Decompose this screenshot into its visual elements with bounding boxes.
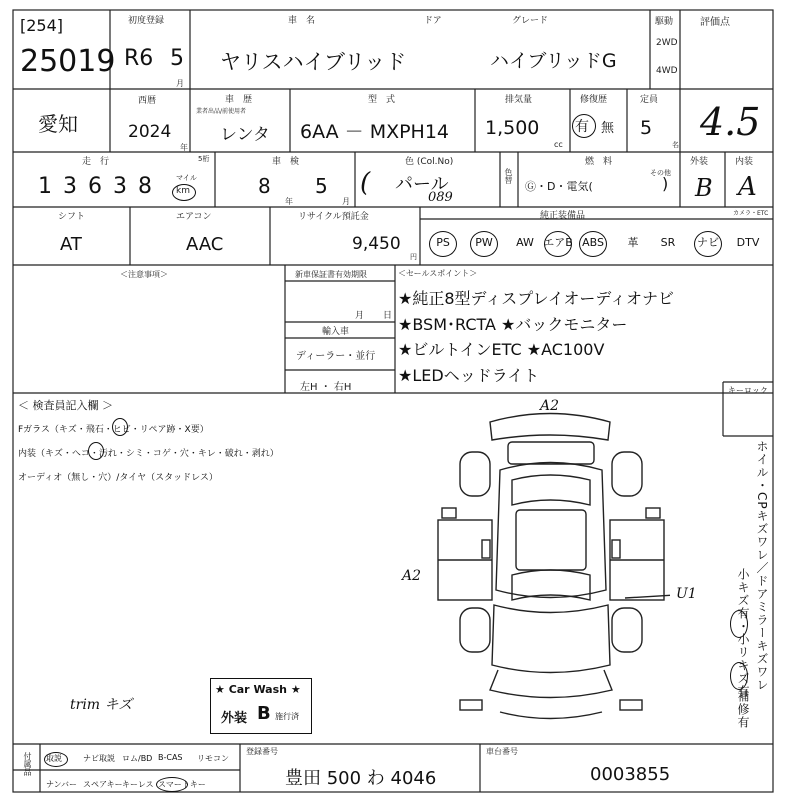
aircon-label: エアコン <box>176 212 212 222</box>
displacement-unit: cc <box>554 140 563 149</box>
recycle-label: リサイクル預託金 <box>298 212 369 222</box>
accessory-item: スペアキー <box>83 780 123 789</box>
interior-label: 内装 <box>735 157 754 167</box>
accessories-side-label: 付属品 <box>23 752 32 776</box>
sales-point-2: ★BSM･RCTA ★バックモニター <box>398 315 628 334</box>
equipment-item: AW <box>516 236 534 249</box>
warranty-month: 月 <box>355 311 365 321</box>
keylock-label: キーロック <box>728 386 768 395</box>
mileage-value: 1 3 6 3 8 <box>38 174 154 199</box>
import-dealer: ディーラー・並行 <box>296 351 376 362</box>
inspector-line1: Fガラス（キズ・飛石・ヒビ・リペア跡・X要） <box>18 425 209 435</box>
inspection-year: 8 <box>258 174 271 198</box>
model-label: 型 式 <box>368 95 396 105</box>
inspection-year-unit: 年 <box>285 197 293 206</box>
car-wash-stamp <box>210 678 312 734</box>
equipment-item: ナビ <box>697 236 719 249</box>
inspector-line3: オーディオ（無し・穴）/タイヤ（スタッドレス） <box>18 473 218 483</box>
warranty-label: 新車保証書有効期限 <box>295 270 367 279</box>
mileage-label: 走 行 <box>82 157 110 167</box>
sales-points-label: ＜セールスポイント＞ <box>398 269 478 278</box>
side-note-3: 補修有 <box>736 690 750 729</box>
equipment-circle <box>694 231 722 257</box>
inspector-label: ＜ 検査員記入欄 ＞ <box>18 399 113 412</box>
accessory-circle <box>44 752 68 767</box>
inspection-month-unit: 月 <box>342 197 350 206</box>
accessory-item: ナンバー <box>46 780 78 789</box>
side-circle-1 <box>730 610 748 638</box>
mark-right: U1 <box>676 586 697 602</box>
fglass-circle <box>112 418 128 436</box>
reg-month: 5 <box>170 46 184 71</box>
model-value: 6AA － MXPH14 <box>300 121 450 143</box>
car-diagram <box>430 400 670 730</box>
shift-value: AT <box>60 234 82 255</box>
aircon-value: AAC <box>186 234 224 255</box>
score-value: 4.5 <box>700 100 761 144</box>
equipment-camera-label: カメラ・ETC <box>733 210 769 217</box>
exterior-label: 外装 <box>690 157 709 167</box>
repair-label: 修復歴 <box>580 95 608 105</box>
grade-value: ハイブリッドG <box>490 50 617 72</box>
chassis-label: 車台番号 <box>486 747 518 756</box>
car-wash-title: ★ Car Wash ★ <box>215 683 301 696</box>
color-code: 089 <box>428 190 453 205</box>
equipment-label: 純正装備品 <box>540 211 586 221</box>
capacity-label: 定員 <box>640 95 659 105</box>
mileage-unit: km <box>176 186 190 196</box>
car-wash-suffix: 施行済 <box>275 712 299 721</box>
interior-value: A <box>738 172 757 202</box>
equipment-item: ABS <box>582 236 604 249</box>
fuel-options: Ⓖ・D・電気( <box>525 180 593 193</box>
plate-value: 豊田 500 わ 4046 <box>285 768 437 789</box>
recycle-value: 9,450 <box>352 234 401 254</box>
capacity-value: 5 <box>640 117 653 139</box>
side-note-1: ホイル・CPキズワレ／ドアミラーキズワレ <box>755 440 769 692</box>
vehicle-type: レンタ <box>220 125 270 145</box>
equipment-circle <box>544 231 572 257</box>
sales-point-4: ★LEDヘッドライト <box>398 366 540 385</box>
car-name: ヤリスハイブリッド <box>220 50 407 74</box>
inspector-line2: 内装（キズ・へコ・汚れ・シミ・コゲ・穴・キレ・破れ・剥れ） <box>18 449 279 459</box>
car-wash-body: 外装 <box>221 711 248 726</box>
score-label: 評価点 <box>700 17 730 28</box>
inspection-month: 5 <box>315 174 328 198</box>
grade-label: グレード <box>512 16 549 26</box>
inspector-hand-note: trim キズ <box>70 697 133 713</box>
import-label: 輸入車 <box>322 327 350 337</box>
repair-yes: 有 <box>575 119 589 135</box>
vehicle-type-label: 車 歴 <box>225 95 253 105</box>
drive-2wd: 2WD <box>656 38 678 48</box>
inspection-label: 車 検 <box>272 157 300 167</box>
shift-label: シフト <box>58 212 86 222</box>
region: 愛知 <box>38 112 78 136</box>
door-label: ドア <box>424 16 442 26</box>
reg-unit-month: 月 <box>176 79 184 88</box>
reg-label: 初度登録 <box>128 16 165 26</box>
notes-label: ＜注意事項＞ <box>120 270 168 279</box>
mileage-digits-label: 5桁 <box>198 155 210 163</box>
color-paren-open: ( <box>360 168 371 198</box>
mileage-unit-top: マイル <box>176 174 197 182</box>
equipment-item: PS <box>436 236 450 249</box>
side-note-2: 小キズ有・小リキズ有 <box>736 568 750 698</box>
repair-no: 無 <box>601 121 615 136</box>
color-change-label: 色替 <box>504 168 513 184</box>
year-value: 2024 <box>128 122 172 142</box>
recycle-unit: 円 <box>410 253 417 261</box>
plate-label: 登録番号 <box>246 747 278 756</box>
equipment-item: 革 <box>627 236 639 249</box>
side-circle-2 <box>730 662 748 690</box>
fuel-label: 燃 料 <box>585 157 613 167</box>
mark-left: A2 <box>402 568 422 584</box>
equipment-item: エアB <box>543 236 573 249</box>
accessory-item: リモコン <box>197 754 229 763</box>
displacement-value: 1,500 <box>485 117 540 139</box>
sales-point-1: ★純正8型ディスプレイオーディオナビ <box>398 289 675 308</box>
fuel-close: ) <box>662 174 669 193</box>
reg-era: R6 <box>124 46 154 71</box>
capacity-unit: 名 <box>672 141 679 149</box>
lot-label: [254] <box>20 16 64 35</box>
equipment-circle <box>579 231 607 257</box>
year-unit: 年 <box>180 143 188 152</box>
accessory-item: ロム/BD <box>122 754 153 763</box>
accessory-item: スマートキー <box>158 780 206 789</box>
drive-4wd: 4WD <box>656 66 678 76</box>
drive-label: 駆動 <box>655 17 674 27</box>
mark-front: A2 <box>540 398 560 414</box>
car-name-label: 車 名 <box>288 16 316 26</box>
color-label: 色 (Col.No) <box>405 157 454 167</box>
vehicle-type-sublabel: 業者出品/前使用者 <box>196 108 247 115</box>
equipment-circle <box>470 231 498 257</box>
accessory-item: キーレス <box>122 780 154 789</box>
color-value: パール <box>395 174 449 195</box>
sales-point-3: ★ビルトインETC ★AC100V <box>398 340 605 359</box>
accessory-circle <box>156 777 188 792</box>
lot-number: 25019 <box>20 44 116 79</box>
car-wash-grade: B <box>257 703 271 724</box>
interior-circle <box>88 442 104 460</box>
accessory-item: ナビ取説 <box>83 754 115 763</box>
equipment-circle <box>429 231 457 257</box>
year-label: 西暦 <box>138 96 157 106</box>
accessory-item: 取説 <box>46 754 62 763</box>
displacement-label: 排気量 <box>505 95 533 105</box>
import-steering: 左H ・ 右H <box>300 382 352 393</box>
exterior-value: B <box>695 174 713 202</box>
chassis-value: 0003855 <box>590 764 671 785</box>
fuel-other: その他 <box>650 169 671 177</box>
warranty-day: 日 <box>383 311 393 321</box>
equipment-item: DTV <box>736 236 760 249</box>
accessory-item: B-CAS <box>158 753 183 762</box>
equipment-item: SR <box>660 236 676 249</box>
equipment-item: PW <box>475 236 493 249</box>
